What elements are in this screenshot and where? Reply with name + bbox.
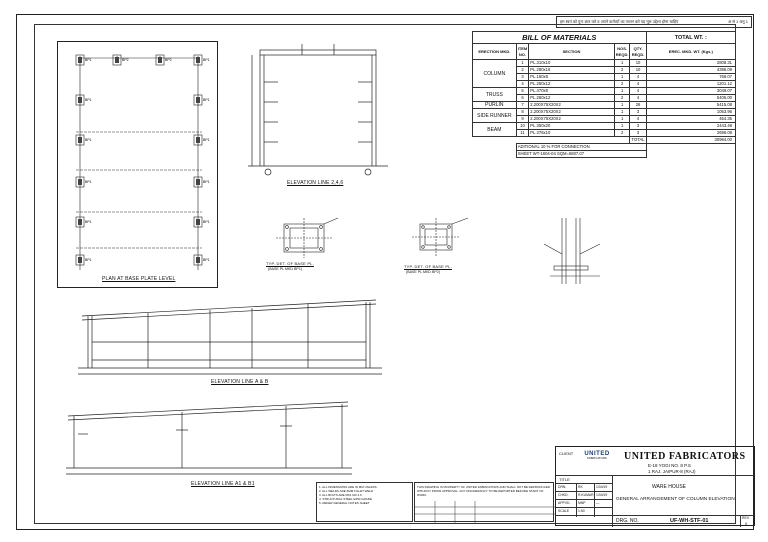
- bom-total-value: 30994.00: [646, 137, 735, 144]
- bom-header-nos: NOS. REQD.: [614, 44, 630, 60]
- base-plate-tag: BP1: [85, 180, 92, 184]
- company-address-1: E-18 YOGI NO. 8 P.S: [648, 463, 691, 468]
- bom-cell-nos: 1: [614, 102, 630, 109]
- title-block-d: 1/04/19: [596, 485, 608, 489]
- bom-cell-item: 2: [516, 67, 529, 74]
- column-section-mark: [196, 137, 200, 143]
- column-section-mark: [78, 137, 82, 143]
- note-line: 2. ALL WELDS ARE 6MM FILLET WELD: [319, 489, 374, 493]
- elevation-ab-label: ELEVATION LINE A & B: [211, 379, 269, 385]
- title-label: TITLE: [559, 477, 570, 482]
- top-strip-ref: अ सं 1 अनु 1: [728, 19, 748, 24]
- column-section-mark: [78, 97, 82, 103]
- project-name: WARE HOUSE: [652, 484, 686, 490]
- base-plate-tag: BP1: [85, 220, 92, 224]
- bom-cell-nos: 1: [614, 74, 630, 81]
- column-section-detail: [540, 214, 610, 290]
- title-block-d: —: [596, 501, 600, 505]
- bom-row: [473, 102, 736, 109]
- bom-title: BILL OF MATERIALS: [473, 32, 647, 44]
- company-name: UNITED FABRICATORS: [624, 451, 746, 462]
- base-plate-2-label: TYP. DET. OF BASE PL.: [404, 264, 452, 269]
- title-block-k: SCALE: [558, 509, 570, 513]
- elevation-246-drawing: [242, 42, 388, 192]
- bom-cell-wt: 1201.12: [646, 81, 735, 88]
- plan-frame: [57, 41, 218, 288]
- bom-cell-wt: 2696.09: [646, 130, 735, 137]
- column-section-mark: [115, 57, 119, 63]
- bom-header-erection: ERECTION MKD.: [473, 44, 517, 60]
- bom-erection-mark: SIDE RUNNER: [473, 109, 517, 123]
- bom-cell-nos: 1: [614, 116, 630, 123]
- title-block-k: CHKD.: [558, 493, 569, 497]
- bom-cell-wt: 5405.00: [646, 95, 735, 102]
- base-plate-tag: BP1: [85, 98, 92, 102]
- bom-cell-qty: 4: [630, 88, 646, 95]
- base-plate-tag: BP1: [85, 258, 92, 262]
- title-block-v: 1:50: [578, 509, 585, 513]
- elevation-a1b1-label: ELEVATION LINE A1 & B1: [191, 481, 255, 487]
- bom-cell-nos: 2: [614, 130, 630, 137]
- elevation-ab-drawing: [76, 298, 384, 378]
- bom-cell-item: 3: [516, 74, 529, 81]
- logo-text: UNITED: [584, 451, 610, 457]
- base-plate-tag: BP2: [122, 58, 129, 62]
- bom-total-label: TOTAL: [631, 137, 645, 142]
- revision-label: REV.: [742, 516, 750, 520]
- base-plate-tag: BP1: [203, 98, 210, 102]
- base-plate-tag: BP1: [85, 138, 92, 142]
- bom-cell-qty: 3: [630, 109, 646, 116]
- bom-cell-wt: 3049.07: [646, 88, 735, 95]
- bom-cell-section: PL.250x12: [529, 81, 615, 88]
- bom-cell-item: 5: [516, 88, 529, 95]
- column-section-mark: [196, 97, 200, 103]
- bom-cell-item: 4: [516, 81, 529, 88]
- bom-body: [473, 60, 736, 137]
- bom-cell-nos: 1: [614, 88, 630, 95]
- bom-cell-wt: 2443.48: [646, 123, 735, 130]
- bom-cell-qty: 10: [630, 60, 646, 67]
- bom-cell-nos: 2: [614, 67, 630, 74]
- client-label: CLIENT: [559, 451, 574, 456]
- base-plate-tag: BP1: [85, 58, 92, 62]
- bom-erection-mark: BEAM: [473, 123, 517, 137]
- bom-row: [473, 88, 736, 95]
- bom-cell-wt: 768.07: [646, 74, 735, 81]
- base-plate-tag: BP1: [203, 220, 210, 224]
- title-block-v: R.KUMAR: [578, 493, 594, 497]
- bom-row: [473, 123, 736, 130]
- column-section-mark: [196, 179, 200, 185]
- bom-cell-section: PL.260x12: [529, 95, 615, 102]
- title-block-v: RK: [578, 485, 583, 489]
- bom-cell-qty: 4: [630, 116, 646, 123]
- bom-cell-nos: 1: [614, 60, 630, 67]
- title-block: [555, 446, 755, 526]
- bom-cell-section: PL.376x10: [529, 130, 615, 137]
- bom-cell-nos: 1: [614, 109, 630, 116]
- column-section-mark: [158, 57, 162, 63]
- bom-erection-mark: COLUMN: [473, 60, 517, 88]
- drawing-notes-box: [414, 482, 554, 522]
- column-section-mark: [78, 179, 82, 185]
- bom-cell-qty: 4: [630, 81, 646, 88]
- bom-cell-section: 2.200X75X20X2: [529, 109, 615, 116]
- logo-subtext: FABRICATORS: [587, 456, 607, 460]
- drawing-number: UF-WH-STF-01: [670, 518, 709, 524]
- base-plate-tag: BP2: [165, 58, 172, 62]
- general-notes-box: [316, 482, 413, 522]
- bom-cell-qty: 4: [630, 95, 646, 102]
- bom-cell-qty: 3: [630, 130, 646, 137]
- bom-header-qty: QTY. REQD.: [630, 44, 646, 60]
- bom-cell-section: 2.200X75X20X2: [529, 102, 615, 109]
- top-info-strip: [556, 16, 752, 28]
- column-section-mark: [196, 57, 200, 63]
- bom-cell-section: PL.280x16: [529, 67, 615, 74]
- company-logo: [580, 451, 614, 469]
- bom-cell-nos: 2: [614, 81, 630, 88]
- bom-header-section: SECTION: [529, 44, 615, 60]
- bom-additional-note: ADITIONAL 10 % FOR CONNECTION: [516, 144, 646, 151]
- base-plate-detail-1: [256, 214, 356, 262]
- elevation-a1b1-drawing: [64, 400, 354, 480]
- bom-cell-item: 8: [516, 109, 529, 116]
- base-plate-tag: BP1: [203, 138, 210, 142]
- base-plate-tag: BP1: [203, 258, 210, 262]
- bom-cell-item: 10: [516, 123, 529, 130]
- bom-cell-nos: 1: [614, 123, 630, 130]
- column-section-mark: [196, 219, 200, 225]
- bom-sheet-note: SHEET WT-1604-04 SQM=5807.07: [516, 151, 646, 158]
- bom-header-item: ITEM NO.: [516, 44, 529, 60]
- bom-cell-wt: 4396.09: [646, 67, 735, 74]
- bom-row: [473, 109, 736, 116]
- bom-header-wt: EREC. MKD. WT. (Kgs.): [646, 44, 735, 60]
- company-address-2: 1 RAJ. JAIPUR-8 (RAJ): [648, 469, 696, 474]
- drawing-title: GENERAL ARRANGEMENT OF COLUMN ELEVATION: [616, 497, 735, 502]
- plan-label: PLAN AT BASE PLATE LEVEL: [102, 276, 176, 282]
- notes-grid: [415, 501, 555, 523]
- bom-cell-section: PL.350x20: [529, 123, 615, 130]
- base-plate-tag: BP1: [203, 58, 210, 62]
- bom-cell-nos: 2: [614, 95, 630, 102]
- bom-table: [472, 31, 736, 158]
- column-section-mark: [196, 257, 200, 263]
- bom-row: [473, 60, 736, 67]
- note-line: 3. ALL BOLTS ARE M16 GR 4.6: [319, 493, 362, 497]
- bom-cell-qty: 3: [630, 123, 646, 130]
- note-line: 1. ALL DIMENSIONS ARE IN MM UNLESS: [319, 485, 377, 489]
- column-section-mark: [78, 219, 82, 225]
- bom-cell-wt: 454.35: [646, 116, 735, 123]
- bom-cell-item: 11: [516, 130, 529, 137]
- base-plate-1-label: TYP. DET. OF BASE PL.: [266, 261, 314, 266]
- bom-cell-wt: 5415.08: [646, 102, 735, 109]
- bill-of-materials: [472, 31, 736, 188]
- base-plate-tag: BP1: [203, 180, 210, 184]
- bom-cell-qty: 26: [630, 102, 646, 109]
- elevation-246-label: ELEVATION LINE 2,4,6: [287, 180, 344, 186]
- bom-cell-item: 9: [516, 116, 529, 123]
- base-plate-1-sub: (BASE PL MKD BP1): [268, 267, 303, 271]
- bom-total-title: TOTAL WT. :: [646, 32, 735, 44]
- bom-erection-mark: PURLIN: [473, 102, 517, 109]
- bom-cell-section: PL.470x8: [529, 88, 615, 95]
- title-block-k: DRN.: [558, 485, 567, 489]
- title-block-v: MNP: [578, 501, 586, 505]
- bom-cell-section: 2.200X75X20X2: [529, 116, 615, 123]
- bom-cell-section: PL.160x8: [529, 74, 615, 81]
- bom-cell-item: 1: [516, 60, 529, 67]
- note-line: 5. REFER GENERAL NOTES SHEET: [319, 501, 370, 505]
- base-plate-detail-2: [398, 216, 490, 264]
- bom-cell-section: PL.310x10: [529, 60, 615, 67]
- revision-number: 0: [745, 521, 748, 526]
- title-block-d: 1/04/19: [596, 493, 608, 497]
- bom-cell-wt: 1053.96: [646, 109, 735, 116]
- drawing-notes-text: THIS DRAWING IS PROPERTY OF UNITED FABRICATORS AND SHALL NOT BE REPRODUCED WITHOUT PRIOR APPROVAL. ANY DISCREPANCY TO BE REPORTED BEFORE START OF WORK.: [417, 485, 551, 497]
- drawing-number-label: DRG. NO.: [616, 518, 639, 524]
- bom-cell-qty: 4: [630, 74, 646, 81]
- column-section-mark: [78, 57, 82, 63]
- top-strip-note: हम स्वयं को पुनः ज्ञात करे व अपने कर्तव्यों का पालन करे यह मूल उद्देश्य होना चाहिए: [560, 19, 679, 24]
- bom-cell-item: 6: [516, 95, 529, 102]
- plan-drawing: [58, 42, 219, 289]
- title-block-k: APPVD.: [558, 501, 571, 505]
- bom-cell-qty: 10: [630, 67, 646, 74]
- column-section-mark: [78, 257, 82, 263]
- bom-cell-item: 7: [516, 102, 529, 109]
- bom-erection-mark: TRUSS: [473, 88, 517, 102]
- bom-cell-wt: 2808.31: [646, 60, 735, 67]
- note-line: 4. STRUCTURAL STEEL E250 GRADE: [319, 497, 372, 501]
- base-plate-2-sub: (BASE PL MKD BP2): [406, 270, 441, 274]
